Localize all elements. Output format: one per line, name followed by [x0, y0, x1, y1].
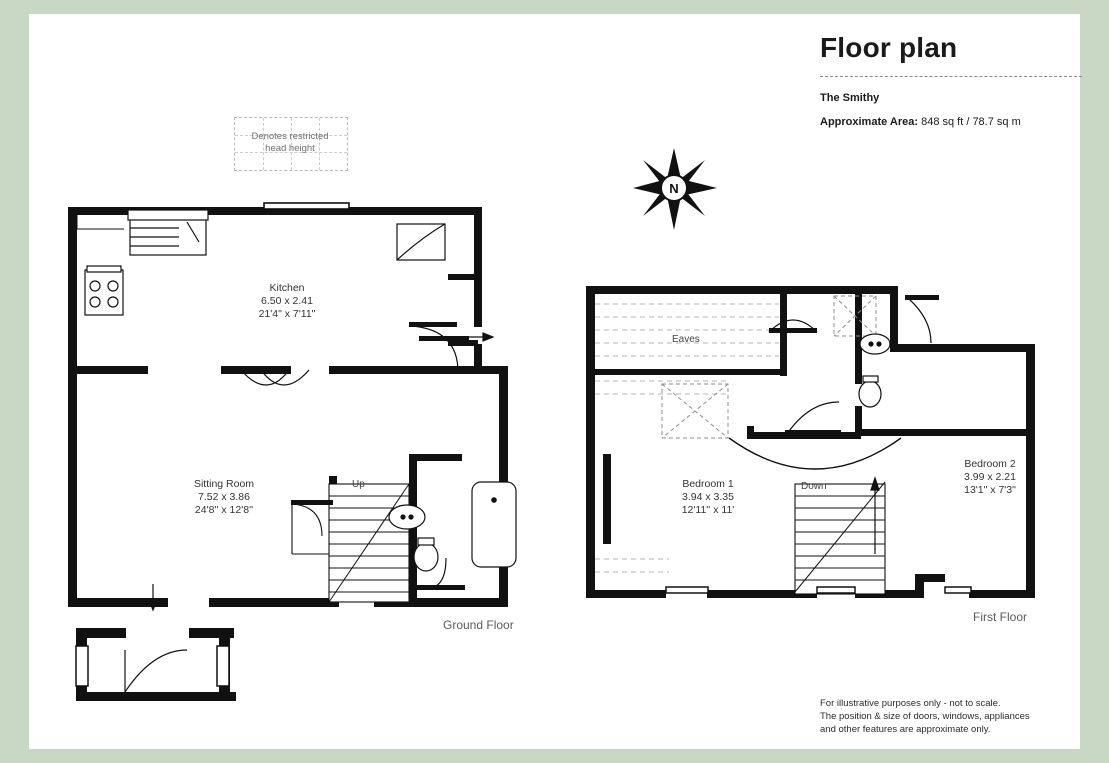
room-name: Sitting Room [193, 478, 255, 490]
room-label-sitting-room [154, 478, 294, 517]
eaves-label: Eaves [672, 334, 700, 345]
room-dim-metric: 3.99 x 2.21 [964, 471, 1016, 483]
approximate-area-value: 848 sq ft / 78.7 sq m [921, 116, 1021, 128]
ground-floor-plan [29, 14, 1080, 749]
ground-floor-label: Ground Floor [443, 618, 514, 632]
disclaimer-line-1: For illustrative purposes only - not to scale. [820, 698, 1001, 709]
page-title: Floor plan [820, 32, 958, 63]
room-dim-imperial: 24'8'' x 12'8'' [194, 504, 254, 516]
disclaimer [820, 697, 1030, 736]
room-label-kitchen [227, 282, 347, 321]
disclaimer-line-2: The position & size of doors, windows, appliances [820, 711, 1030, 722]
room-dim-imperial: 12'11'' x 11' [681, 504, 735, 516]
room-dim-imperial: 13'1" x 7'3" [964, 484, 1016, 496]
disclaimer-line-3: and other features are approximate only. [820, 724, 991, 735]
key-line-2: head height [265, 143, 315, 154]
room-dim-metric: 6.50 x 2.41 [261, 295, 313, 307]
first-floor-label: First Floor [973, 610, 1027, 624]
property-name: The Smithy [820, 92, 880, 104]
room-name: Bedroom 2 [964, 458, 1016, 470]
room-name: Bedroom 1 [682, 478, 734, 490]
compass-north-letter: N [669, 181, 679, 196]
key-line-1: Denotes restricted [251, 131, 329, 142]
stair-direction-up: Up [352, 479, 365, 490]
room-name: Kitchen [269, 282, 305, 294]
room-label-bedroom-1 [643, 478, 773, 517]
stair-direction-down: Down [801, 481, 827, 492]
floor-plan-sheet [29, 14, 1080, 749]
room-dim-imperial: 21'4" x 7'11" [258, 308, 316, 320]
approximate-area-label: Approximate Area: [820, 116, 919, 128]
room-dim-metric: 7.52 x 3.86 [198, 491, 250, 503]
room-dim-metric: 3.94 x 3.35 [682, 491, 734, 503]
room-label-bedroom-2 [925, 458, 1055, 497]
